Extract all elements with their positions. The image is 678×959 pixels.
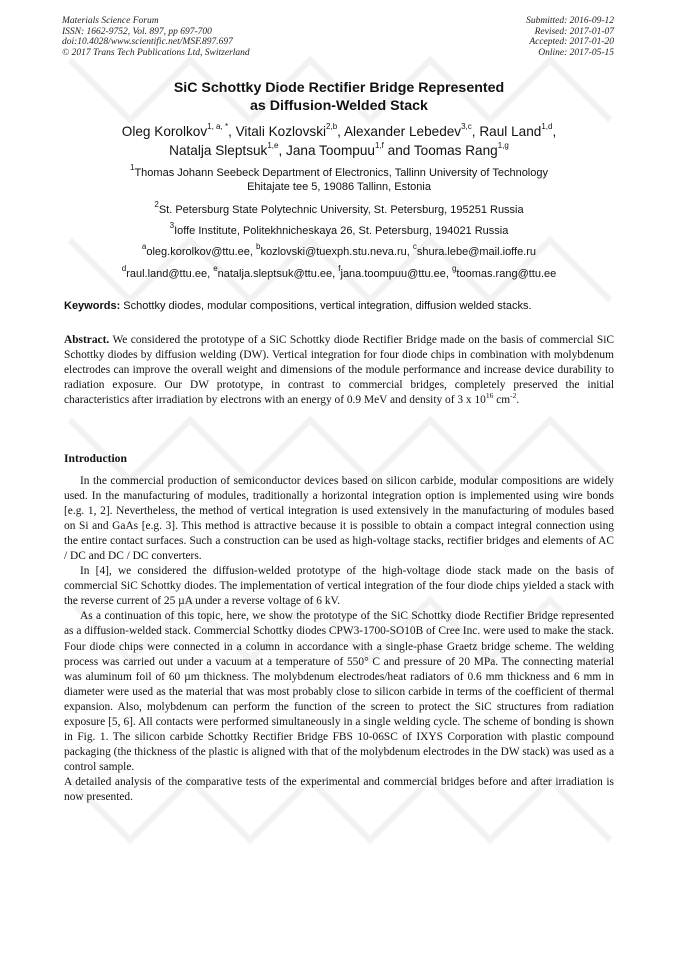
email-link[interactable]: shura.lebe@mail.ioffe.ru bbox=[416, 246, 537, 258]
author-line-1 bbox=[0, 122, 678, 141]
email-link[interactable]: jana.toompuu@ttu.ee, bbox=[340, 268, 452, 280]
paper-title bbox=[0, 80, 678, 115]
affiliation-text: Thomas Johann Seebeck Department of Electronics, Tallinn University of Technology bbox=[134, 167, 548, 179]
affiliation-sup: 2 bbox=[154, 200, 159, 210]
email-link[interactable]: oleg.korolkov@ttu.ee, bbox=[146, 246, 256, 258]
author-affil-sup: 1,g bbox=[497, 141, 509, 151]
author-name: Oleg Korolkov bbox=[121, 124, 208, 139]
author-name: , Alexander Lebedev bbox=[337, 124, 462, 139]
affiliation-text: Ioffe Institute, Politekhnicheskaya 26, St. Petersburg, 194021 Russia bbox=[174, 225, 509, 237]
affiliation-sup: 3 bbox=[169, 221, 175, 231]
affiliation-2 bbox=[0, 200, 678, 218]
date-online: Online: 2017-05-15 bbox=[538, 47, 614, 58]
author-separator: , bbox=[552, 124, 557, 139]
email-link[interactable]: natalja.sleptsuk@ttu.ee, bbox=[217, 268, 339, 280]
keywords-label: Keywords: bbox=[64, 300, 121, 312]
abstract-label: Abstract. bbox=[64, 334, 110, 346]
email-sup: e bbox=[213, 264, 218, 274]
author-name: and Toomas Rang bbox=[383, 143, 498, 158]
affiliation-address: Ehitajate tee 5, 19086 Tallinn, Estonia bbox=[247, 180, 431, 193]
keywords-text: Schottky diodes, modular compositions, vertical integration, diffusion welded stacks. bbox=[120, 300, 532, 312]
email-line-1 bbox=[0, 242, 678, 260]
journal-copyright: © 2017 Trans Tech Publications Ltd, Switzerland bbox=[62, 47, 250, 58]
author-affil-sup: 1,e bbox=[267, 141, 279, 151]
paragraph: In [4], we considered the diffusion-welded prototype of the high-voltage diode stack made on the basis of commercial SiC Schottky diodes. The implementation of vertical integration of the four diode chips yielded a stack with the reverse current of 25 µA under a reverse voltage of 6 kV. bbox=[64, 565, 614, 608]
author-name: , Vitali Kozlovski bbox=[228, 124, 327, 139]
email-line-2 bbox=[0, 264, 678, 282]
paragraph: In the commercial production of semiconductor devices based on silicon carbide, modular compositions are widely used. In the manufacturing of modules, traditionally a horizontal integration option is implemented using wire bonds [e.g. 1, 2]. Nevertheless, the method of vertical integration is used extensively in the manufacturing of modules based on Si and GaAs [e.g. 3]. This method is attractive because it is possible to obtain a compact integral connection using the entire contact surfaces. Such a construction can be used as high-voltage stacks, rectifier bridges and elements of AC / DC and DC / DC converters. bbox=[64, 475, 614, 563]
date-accepted: Accepted: 2017-01-20 bbox=[529, 37, 614, 48]
email-link[interactable]: toomas.rang@ttu.ee bbox=[456, 268, 557, 280]
abstract-exponent: -2 bbox=[510, 391, 517, 401]
author-affil-sup: 1, a, * bbox=[207, 122, 229, 132]
paragraph: As a continuation of this topic, here, we show the prototype of the SiC Schottky diode Rectifier Bridge represented as a diffusion-welded stack. Commercial Schottky diodes CPW3-1700-SO10B of Cree Inc. were used to make the stack. Four diode chips were connected in a column in accordance with a single-phase Graetz bridge scheme. The welding process was carried out under a vacuum at a temperature of 550° C and pressure of 20 MPa. The connecting material was aluminum foil of 60 µm thickness. The molybdenum electrodes/heat radiators of 0.6 mm thickness and 6 mm in diameter were used as the material that was most probably close to silicon carbide in terms of the coefficient of thermal expansion. Also, molybdenum can perform the function of the screen to protect the SiC structures from radiation exposure [5, 6]. All contacts were performed simultaneously in a single welding cycle. The scheme of bonding is shown in Fig. 1. The silicon carbide Schottky Rectifier Bridge FBS 10-06SC of IXYS Corporation with plastic compound packaging (the thickness of the plastic is aligned with that of the molybdenum electrodes in the DW stack) was used as a control sample. bbox=[64, 610, 614, 773]
title-line-2: as Diffusion-Welded Stack bbox=[250, 97, 428, 114]
email-sup: g bbox=[451, 264, 457, 274]
author-name: Natalja Sleptsuk bbox=[169, 143, 268, 158]
author-affil-sup: 3,c bbox=[461, 122, 472, 132]
affiliation-1 bbox=[0, 163, 678, 194]
author-affil-sup: 1,d bbox=[541, 122, 553, 132]
abstract-exponent: 16 bbox=[485, 391, 494, 401]
introduction-body bbox=[64, 474, 614, 805]
author-affil-sup: 1,f bbox=[374, 141, 384, 151]
author-affil-sup: 2,b bbox=[326, 122, 338, 132]
journal-issn: ISSN: 1662-9752, Vol. 897, pp 697-700 bbox=[62, 26, 212, 37]
email-sup: d bbox=[121, 264, 127, 274]
journal-info bbox=[62, 16, 250, 58]
submission-dates bbox=[526, 16, 614, 58]
section-heading-introduction: Introduction bbox=[64, 452, 127, 465]
date-submitted: Submitted: 2016-09-12 bbox=[526, 16, 614, 26]
abstract-unit: cm bbox=[493, 394, 511, 407]
abstract bbox=[64, 333, 614, 408]
title-line-1: SiC Schottky Diode Rectifier Bridge Represented bbox=[173, 80, 505, 96]
email-sup: f bbox=[338, 264, 341, 274]
affiliation-text: St. Petersburg State Polytechnic University, St. Petersburg, 195251 Russia bbox=[158, 204, 524, 216]
affiliation-sup: 1 bbox=[130, 163, 135, 173]
keywords bbox=[64, 300, 616, 314]
email-link[interactable]: kozlovski@tuexph.stu.neva.ru, bbox=[260, 246, 413, 258]
author-list bbox=[0, 122, 678, 160]
affiliation-3 bbox=[0, 221, 678, 239]
journal-name: Materials Science Forum bbox=[62, 16, 159, 26]
email-link[interactable]: raul.land@ttu.ee, bbox=[126, 268, 214, 280]
journal-doi: doi:10.4028/www.scientific.net/MSF.897.697 bbox=[62, 37, 233, 48]
author-line-2 bbox=[0, 141, 678, 160]
date-revised: Revised: 2017-01-07 bbox=[534, 26, 614, 37]
author-name: , Raul Land bbox=[471, 124, 542, 139]
author-name: , Jana Toompuu bbox=[278, 143, 375, 158]
email-sup: a bbox=[141, 242, 147, 252]
paragraph: A detailed analysis of the comparative tests of the experimental and commercial bridges before and after irradiation is now presented. bbox=[64, 775, 614, 803]
email-sup: c bbox=[412, 242, 417, 252]
email-sup: b bbox=[256, 242, 261, 252]
abstract-text: We considered the prototype of a SiC Schottky diode Rectifier Bridge made on the basis of commercial SiC Schottky diodes by diffusion welding (DW). Vertical integration for four diode chips in combination with molybdenum electrodes can improve the overall weight and dimensions of the module performance and increase device durability to radiation exposure. Our DW prototype, in contrast to commercial bridges, completely preserved the initial characteristics after irradiation by electrons with an energy of 0.9 MeV and density of 3 x 10 bbox=[64, 334, 614, 407]
abstract-end: . bbox=[516, 394, 520, 407]
